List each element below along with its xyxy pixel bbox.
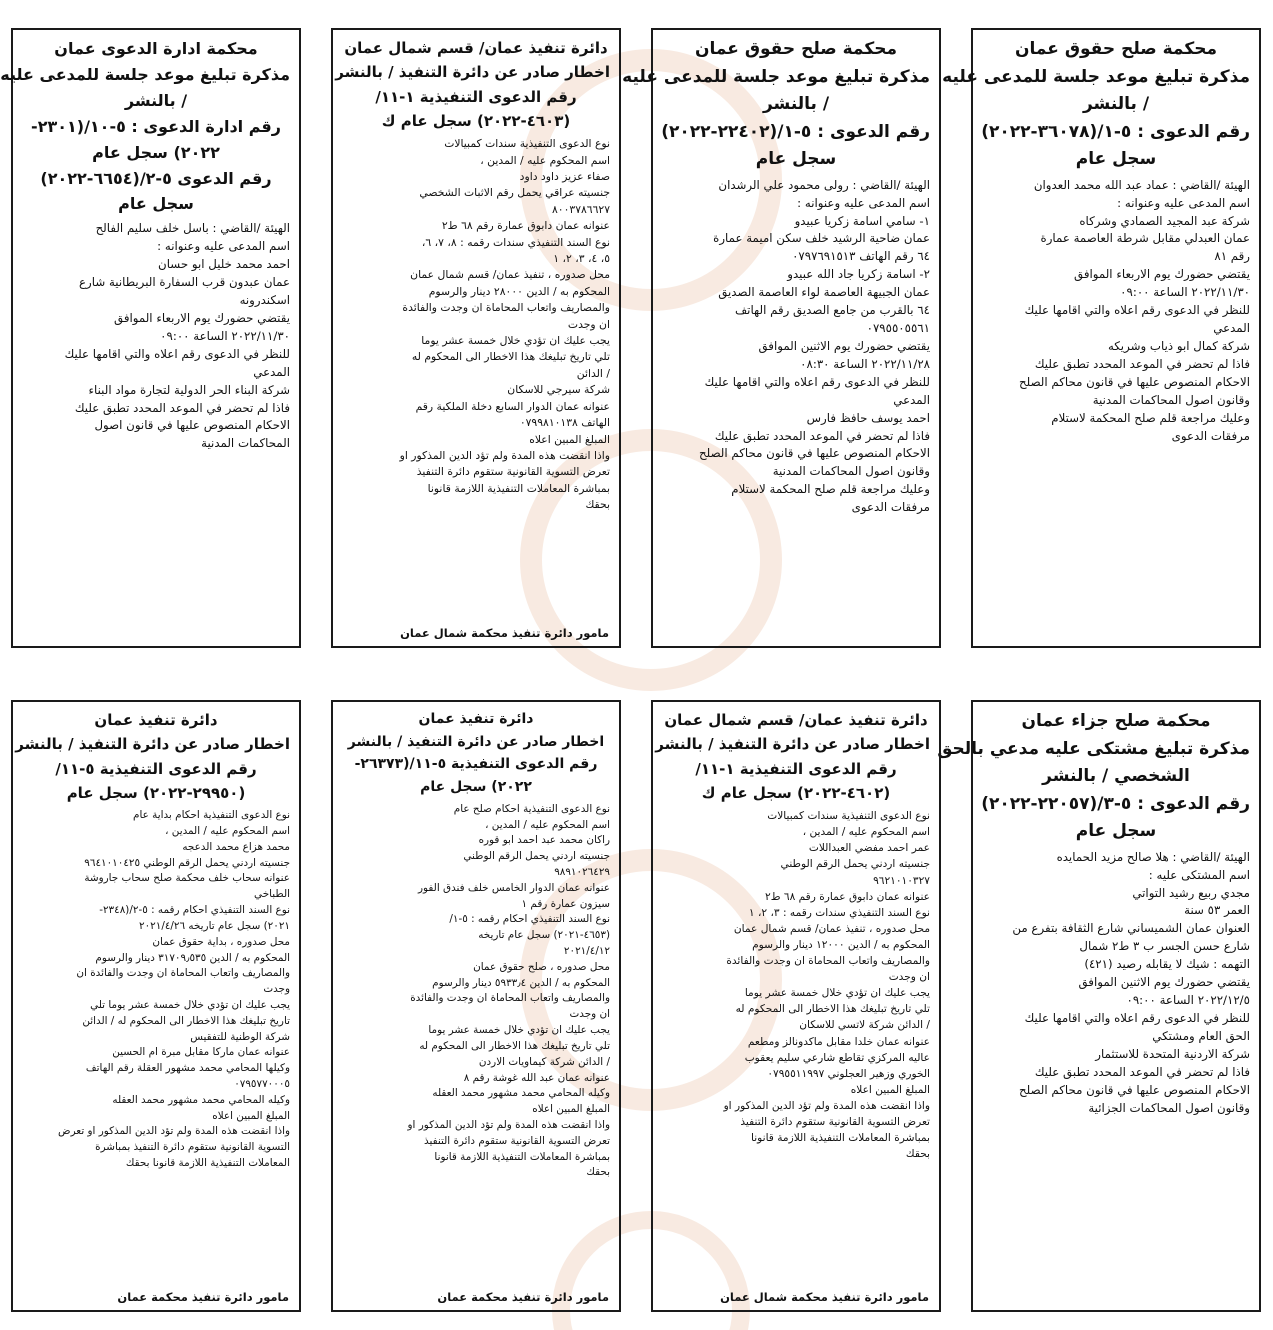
- body-line: بمباشرة المعاملات التنفيذية اللازمة قانونا: [750, 1132, 930, 1145]
- header-line: رقم الدعوى التنفيذية ٥-١١/: [55, 759, 257, 778]
- notice-header: [655, 708, 930, 805]
- body-line: عمان عبدون قرب السفارة البريطانية شارع: [79, 275, 290, 290]
- body-line: الاحكام المنصوص عليها في قانون اصول: [94, 418, 290, 433]
- header-line: سجل عام: [118, 194, 194, 214]
- body-line: واذا انقضت هذه المدة ولم تؤد الدين المذكور او تعرض: [58, 1125, 290, 1138]
- body-line: اسم المحكوم عليه / المدين ،: [165, 825, 290, 837]
- header-line: اخطار صادر عن دائرة التنفيذ / بالنشر: [347, 733, 605, 750]
- header-line: محكمة ادارة الدعوى عمان: [54, 39, 258, 58]
- body-line: شركة عبد المجيد الصمادي وشركاه: [1079, 213, 1250, 228]
- header-line: رقم الدعوى : ٥-٣/(٢٢٠٥٧-٢٠٢٢): [981, 793, 1250, 814]
- header-line: رقم الدعوى : ٥-١/(٣٦٠٧٨-٢٠٢٢): [981, 121, 1250, 142]
- body-line: شركة البناء الحر الدولية لتجارة مواد البناء: [88, 382, 290, 397]
- header-line: / بالنشر: [762, 94, 830, 115]
- body-line: اسم المحكوم عليه / المدين ،: [485, 818, 610, 831]
- notice-n3: [331, 28, 621, 648]
- body-line: بحقك: [585, 498, 610, 512]
- body-line: اسم المدعى عليه وعنوانه :: [797, 195, 930, 210]
- body-line: سيزون عمارة رقم ١: [521, 897, 610, 910]
- body-line: الهيئة /القاضي : عماد عبد الله محمد العدوان: [1033, 177, 1250, 192]
- body-line: شركة كمال ابو ذياب وشريكه: [1107, 338, 1250, 353]
- notice-n5: [937, 700, 1261, 1312]
- header-line: دائرة تنفيذ عمان: [94, 711, 218, 729]
- body-line: فاذا لم تحضر في الموعد المحدد تطبق عليك: [1034, 1064, 1250, 1079]
- notice-header: [15, 708, 290, 805]
- header-line: ٢٠٢٢) سجل عام: [420, 779, 532, 796]
- body-line: شركة الوطنية للتفقيس: [190, 1030, 290, 1043]
- body-line: المبلغ المبين اعلاه: [850, 1083, 930, 1096]
- body-line: وكيلها المحامي محمد مشهور العقلة رقم الهاتف: [85, 1062, 290, 1075]
- body-line: الحق العام ومشتكي: [1152, 1028, 1250, 1043]
- body-line: ٠٧٩٥٥٠٥٥٦١: [866, 321, 930, 336]
- body-line: والمصاريف واتعاب المحاماة ان وجدت والفائدة ان: [76, 967, 290, 980]
- header-line: رقم الدعوى التنفيذية ١-١١/: [375, 87, 577, 106]
- body-line: ٨٠٠٣٧٨٦٦٢٧: [552, 202, 610, 216]
- notice-body: [662, 177, 930, 518]
- body-line: يجب عليك ان تؤدي خلال خمسة عشر يوما: [421, 334, 610, 348]
- body-line: تعرض التسوية القانونية ستقوم دائرة التنفيذ: [416, 465, 610, 479]
- body-line: ٢٠٢١/٤/١٢: [563, 945, 610, 957]
- body-line: عمان العبدلي مقابل شرطة العاصمة عمارة: [1040, 231, 1250, 246]
- body-line: والمصاريف واتعاب المحاماة ان وجدت والفائدة: [726, 955, 930, 968]
- body-line: المحكوم به / الدين ٢٨٠٠٠ دينار والرسوم: [428, 284, 610, 298]
- body-line: المبلغ المبين اعلاه: [529, 432, 610, 446]
- body-line: تعرض التسوية القانونية ستقوم دائرة التنفيذ: [424, 1134, 610, 1147]
- body-line: بحقك: [905, 1148, 930, 1161]
- body-line: عنوانه عمان عبد الله غوشة رقم ٨: [463, 1071, 610, 1084]
- header-line: مذكرة تبليغ موعد جلسة للمدعى عليه: [622, 66, 930, 87]
- body-line: نوع الدعوى التنفيذية سندات كمبيالات: [767, 810, 930, 823]
- notice-header: [937, 708, 1250, 846]
- body-line: ٦٤ بالقرب من جامع الصديق رقم الهاتف: [734, 303, 930, 318]
- body-line: شركة الاردنية المتحدة للاستثمار: [1095, 1046, 1250, 1061]
- body-line: ان وجدت: [567, 317, 610, 331]
- body-line: عمر احمد مفضي العبداللات: [808, 842, 930, 855]
- notice-header: [622, 36, 930, 174]
- body-line: للنظر في الدعوى رقم اعلاه والتي اقامها عليك: [704, 374, 930, 389]
- body-line: فاذا لم تحضر في الموعد المحدد تطبق عليك: [714, 428, 930, 443]
- body-line: عنوانه عمان خلدا مقابل ماكدونالز ومطعم: [747, 1035, 930, 1048]
- body-line: شارع حسن الجسر ب ٣ ط٢ شمال: [1079, 939, 1250, 954]
- notice-footer: مامور دائرة تنفيذ محكمة شمال عمان: [400, 626, 609, 640]
- notice-body: [22, 808, 290, 1172]
- body-line: ٢- اسامة زكريا جاد الله عبيدو: [787, 267, 930, 282]
- body-line: يجب عليك ان تؤدي خلال خمسة عشر يوما: [428, 1024, 610, 1037]
- body-line: واذا انقضت هذه المدة ولم تؤد الدين المذكور او: [723, 1099, 930, 1112]
- body-line: عنوانه سحاب خلف محكمة صلح سحاب جاروشة: [84, 872, 290, 885]
- header-line: الشخصي / بالنشر: [1042, 766, 1190, 787]
- notice-n1: [942, 28, 1261, 648]
- notice-n2: [622, 28, 941, 648]
- body-line: ٩٦٢١٠١٠٣٢٧: [873, 874, 930, 887]
- body-line: بمباشرة المعاملات التنفيذية اللازمة قانونا: [427, 481, 610, 495]
- body-line: ٢٠٢٢/١١/٣٠ الساعة ٠٩:٠٠: [1120, 285, 1250, 300]
- body-line: ٥، ٤، ٣، ٢، ١: [553, 252, 610, 266]
- body-line: بمباشرة المعاملات التنفيذية اللازمة قانونا: [434, 1150, 610, 1163]
- body-line: يقتضي حضورك يوم الاثنين الموافق: [1078, 975, 1250, 990]
- body-line: وكيله المحامي محمد مشهور محمد العقله: [112, 1093, 290, 1106]
- body-line: احمد محمد خليل ابو حسان: [158, 257, 290, 272]
- body-line: رقم ٨١: [1214, 249, 1250, 264]
- body-line: المدعي: [893, 392, 930, 407]
- header-line: ٢٠٢٢) سجل عام: [92, 142, 220, 162]
- body-line: / الدائن: [576, 366, 610, 380]
- body-line: اسم المحكوم عليه / المدين ،: [802, 826, 930, 839]
- body-line: يقتضي حضورك يوم الاثنين الموافق: [758, 338, 930, 353]
- body-line: فاذا لم تحضر في الموعد المحدد تطبق عليك: [74, 400, 290, 415]
- body-line: محل صدوره ، بداية حقوق عمان: [152, 935, 290, 948]
- header-line: مذكرة تبليغ موعد جلسة للمدعى عليه: [942, 66, 1250, 87]
- body-line: التسوية القانونية ستقوم دائرة التنفيذ بمباشرة: [95, 1141, 290, 1154]
- notice-body: [982, 849, 1250, 1118]
- header-line: دائرة تنفيذ عمان/ قسم شمال عمان: [664, 711, 928, 729]
- body-line: ٩٨٩١٠٢٦٤٢٩: [554, 865, 610, 878]
- body-line: عاليه المركزي تقاطع شارعي سليم يعقوب: [744, 1051, 930, 1064]
- body-line: ان وجدت: [569, 1008, 610, 1021]
- header-line: (٢٩٩٥٠-٢٠٢٢) سجل عام: [66, 783, 246, 802]
- body-line: وكيله المحامي محمد مشهور محمد العقله: [432, 1087, 610, 1100]
- body-line: وقانون اصول المحاكمات المدنية: [1092, 392, 1250, 407]
- body-line: الهيئة /القاضي : رولى محمود علي الرشدان: [718, 177, 930, 192]
- header-line: رقم الدعوى : ٥-١/(٢٢٤٠٢-٢٠٢٢): [661, 121, 930, 142]
- body-line: يجب عليك ان تؤدي خلال خمسة عشر يوما: [744, 987, 930, 1000]
- body-line: المبلغ المبين اعلاه: [212, 1109, 290, 1122]
- notice-header: [342, 708, 610, 799]
- body-line: ٠٧٩٥٧٧٠٠٠٥: [234, 1078, 290, 1090]
- body-line: عنوانه عمان الدوار السابع دخلة الملكية رقم: [415, 399, 610, 413]
- body-line: وقانون اصول المحاكمات الجزائية: [1088, 1100, 1250, 1115]
- body-line: ٢٠٢١) سجل عام تاريخه ٢٠٢١/٤/٢٦: [139, 919, 290, 932]
- header-line: محكمة صلح حقوق عمان: [695, 39, 897, 59]
- body-line: محل صدوره ، تنفيذ عمان/ قسم شمال عمان: [410, 268, 610, 282]
- body-line: التهمه : شيك لا يقابله رصيد (٤٢١): [1084, 957, 1250, 972]
- body-line: الاحكام المنصوص عليها في قانون محاكم الصلح: [699, 446, 930, 461]
- header-line: (٤٦٠٣-٢٠٢٢) سجل عام ك: [381, 111, 571, 130]
- body-line: عنوانه عمان دابوق عمارة رقم ٦٨ ط٢: [765, 890, 930, 903]
- notice-footer: مامور دائرة تنفيذ محكمة شمال عمان: [720, 1290, 929, 1304]
- body-line: تعرض التسوية القانونية ستقوم دائرة التنفيذ: [740, 1115, 930, 1128]
- body-line: مرفقات الدعوى: [1171, 428, 1250, 443]
- body-line: ٦٤ رقم الهاتف ٠٧٩٧٦٩١٥١٣: [792, 249, 930, 264]
- body-line: / الدائن شركة كيماويات الاردن: [478, 1055, 610, 1068]
- header-line: مذكرة تبليغ موعد جلسة للمدعى عليه: [0, 64, 290, 84]
- notice-n8: [11, 700, 301, 1312]
- body-line: تاريخ تبليغك هذا الاخطار الى المحكوم له / الدائن: [82, 1014, 290, 1027]
- body-line: للنظر في الدعوى رقم اعلاه والتي اقامها عليك: [1024, 1010, 1250, 1025]
- body-line: صفاء عزيز داود داود: [519, 170, 610, 183]
- notice-header: [942, 36, 1250, 174]
- body-line: عنوانه عمان دابوق عمارة رقم ٦٨ ط٢: [441, 219, 610, 233]
- body-line: (٤٦٥٣-٢٠٢١) سجل عام تاريخه: [478, 929, 610, 942]
- body-line: محل صدوره ، تنفيذ عمان/ قسم شمال عمان: [733, 922, 930, 935]
- notice-n6: [651, 700, 941, 1312]
- body-line: ان وجدت: [888, 971, 930, 984]
- header-line: / بالنشر: [1082, 94, 1150, 115]
- body-line: اسم المشتكى عليه :: [1148, 867, 1250, 882]
- header-line: سجل عام: [755, 149, 837, 170]
- header-line: اخطار صادر عن دائرة التنفيذ / بالنشر: [655, 735, 930, 754]
- body-line: محمد هزاع محمد الدعجه: [182, 840, 290, 853]
- notice-header: [0, 36, 290, 217]
- body-line: ٢٠٢٢/١١/٢٨ الساعة ٠٨:٣٠: [800, 356, 930, 371]
- body-line: يقتضي حضورك يوم الاربعاء الموافق: [1074, 267, 1250, 282]
- notice-n7: [331, 700, 621, 1312]
- body-line: نوع السند التنفيذي احكام رقمه : ٥-٢/(٢٣٤٨-: [99, 904, 290, 917]
- body-line: للنظر في الدعوى رقم اعلاه والتي اقامها عليك: [1024, 303, 1250, 318]
- body-line: الطباخي: [254, 888, 290, 901]
- body-line: العنوان عمان الشميساني شارع الثقافة بتفرع من: [1012, 921, 1250, 936]
- body-line: عنوانه عمان الدوار الخامس خلف فندق الفور: [418, 881, 610, 894]
- body-line: ٢٠٢٢/١٢/٥ الساعة ٠٩:٠٠: [1126, 993, 1250, 1008]
- header-line: رقم ادارة الدعوى : ٥-١٠/(٢٣٠١-: [31, 116, 281, 136]
- body-line: وعليك مراجعة قلم صلح المحكمة لاستلام: [731, 482, 930, 497]
- notice-body: [22, 220, 290, 453]
- header-line: مذكرة تبليغ مشتكى عليه مدعي بالحق: [937, 738, 1250, 759]
- body-line: يقتضي حضورك يوم الاربعاء الموافق: [114, 310, 290, 325]
- body-line: عمان الجبيهة العاصمة لواء العاصمة الصديق: [718, 285, 930, 300]
- body-line: محل صدوره ، صلح حقوق عمان: [473, 960, 610, 973]
- body-line: فاذا لم تحضر في الموعد المحدد تطبق عليك: [1034, 356, 1250, 371]
- body-line: عمان ضاحية الرشيد خلف سكن اميمة عمارة: [713, 231, 930, 246]
- body-line: نوع الدعوى التنفيذية احكام بداية عام: [133, 809, 290, 822]
- body-line: عنوانه عمان ماركا مقابل مبرة ام الحسين: [112, 1046, 290, 1059]
- notice-footer: مامور دائرة تنفيذ محكمة عمان: [117, 1290, 289, 1304]
- body-line: الهيئة /القاضي : باسل خلف سليم الفالح: [95, 221, 290, 236]
- notice-header: [335, 36, 610, 133]
- body-line: مجدي ربيع رشيد التواتي: [1132, 885, 1250, 900]
- body-line: وقانون اصول المحاكمات المدنية: [772, 464, 930, 479]
- body-line: تلي تاريخ تبليغك هذا الاخطار الى المحكوم له: [419, 1039, 610, 1052]
- header-line: / بالنشر: [124, 90, 188, 110]
- body-line: يجب عليك ان تؤدي خلال خمسة عشر يوما تلي: [90, 998, 290, 1011]
- body-line: المبلغ المبين اعلاه: [532, 1103, 610, 1116]
- body-line: اسم المحكوم عليه / المدين ،: [480, 153, 610, 167]
- body-line: احمد يوسف حافظ فارس: [806, 410, 930, 425]
- body-line: واذا انقضت هذه المدة ولم تؤد الدين المذكور او: [407, 1118, 610, 1131]
- header-line: دائرة تنفيذ عمان: [418, 711, 534, 727]
- body-line: المحاكمات المدنية: [201, 436, 290, 451]
- body-line: ١- سامي اسامة زكريا عبيدو: [794, 213, 930, 228]
- header-line: سجل عام: [1075, 821, 1157, 842]
- body-line: جنسيته اردني يحمل الرقم الوطني ٩٦٤١٠١٠٤٢٥: [84, 856, 290, 869]
- body-line: نوع الدعوى التنفيذية سندات كمبيالات: [444, 137, 610, 151]
- body-line: الاحكام المنصوص عليها في قانون محاكم الصلح: [1019, 1082, 1250, 1097]
- notice-footer: مامور دائرة تنفيذ محكمة عمان: [437, 1290, 609, 1304]
- header-line: رقم الدعوى التنفيذية ٥-١١/(٢٦٣٧٣-: [354, 756, 598, 773]
- body-line: جنسيته عراقي يحمل رقم الاثبات الشخصي: [419, 186, 610, 200]
- body-line: والمصاريف واتعاب المحاماة ان وجدت والفائدة: [410, 992, 610, 1005]
- body-line: المدعي: [253, 364, 290, 379]
- notice-body: [982, 177, 1250, 446]
- body-line: نوع الدعوى التنفيذية احكام صلح عام: [453, 802, 610, 815]
- body-line: تلي تاريخ تبليغك هذا الاخطار الى المحكوم له: [411, 350, 610, 364]
- body-line: اسكندرونه: [239, 293, 290, 308]
- body-line: اسم المدعى عليه وعنوانه :: [157, 239, 290, 254]
- body-line: نوع السند التنفيذي سندات رقمه : ٣، ٢، ١: [748, 906, 930, 919]
- body-line: المدعي: [1213, 321, 1250, 336]
- header-line: سجل عام: [1075, 149, 1157, 170]
- body-line: تلي تاريخ تبليغك هذا الاخطار الى المحكوم له: [735, 1003, 930, 1016]
- body-line: جنسيته اردني يحمل الرقم الوطني: [780, 858, 930, 871]
- body-line: / الدائن شركة لاتسي للاسكان: [799, 1019, 930, 1032]
- body-line: الهاتف ٠٧٩٩٨١٠١٣٨: [519, 416, 610, 430]
- notice-n4: [0, 28, 301, 648]
- body-line: الخوري وزهير العجلوني ٠٧٩٥٥١١٩٩٧: [767, 1067, 930, 1080]
- body-line: والمصاريف واتعاب المحاماة ان وجدت والفائدة: [402, 301, 610, 315]
- body-line: نوع السند التنفيذي احكام رقمه : ٥-١/: [449, 913, 610, 926]
- body-line: راكان محمد عبد احمد ابو قوره: [478, 834, 610, 847]
- header-line: محكمة صلح حقوق عمان: [1015, 39, 1217, 59]
- header-line: (٤٦٠٢-٢٠٢٢) سجل عام ك: [701, 783, 891, 802]
- header-line: اخطار صادر عن دائرة التنفيذ / بالنشر: [15, 735, 290, 754]
- notice-body: [342, 802, 610, 1182]
- body-line: نوع السند التنفيذي سندات رقمه : ٨، ٧، ٦،: [421, 235, 610, 249]
- header-line: محكمة صلح جزاء عمان: [1021, 711, 1211, 731]
- body-line: الاحكام المنصوص عليها في قانون محاكم الصلح: [1019, 374, 1250, 389]
- body-line: المعاملات التنفيذية اللازمة قانونا بحقك: [125, 1157, 290, 1170]
- header-line: رقم الدعوى ٥-٢/(٦٦٥٤-٢٠٢٢): [40, 168, 272, 188]
- notice-body: [342, 136, 610, 513]
- body-line: المحكوم به / الدين ٥٩٣٣٫٤ دينار والرسوم: [432, 976, 610, 989]
- body-line: جنسيته اردني يحمل الرقم الوطني: [463, 850, 610, 863]
- body-line: العمر ٥٣ سنة: [1184, 903, 1250, 918]
- body-line: مرفقات الدعوى: [851, 500, 930, 515]
- body-line: وجدت: [263, 983, 290, 996]
- body-line: ٢٠٢٢/١١/٣٠ الساعة ٠٩:٠٠: [160, 328, 290, 343]
- body-line: المحكوم به / الدين ١٢٠٠٠ دينار والرسوم: [752, 938, 930, 951]
- body-line: اسم المدعى عليه وعنوانه :: [1117, 195, 1250, 210]
- header-line: اخطار صادر عن دائرة التنفيذ / بالنشر: [335, 63, 610, 82]
- body-line: المحكوم به / الدين ٣١٧٠٩٫٥٣٥ دينار والرسوم: [95, 951, 290, 964]
- body-line: شركة سيرجي للاسكان: [507, 383, 610, 397]
- body-line: وعليك مراجعة قلم صلح المحكمة لاستلام: [1051, 410, 1250, 425]
- notice-body: [662, 808, 930, 1162]
- body-line: واذا انقضت هذه المدة ولم تؤد الدين المذكور او: [399, 448, 610, 462]
- header-line: رقم الدعوى التنفيذية ١-١١/: [695, 759, 897, 778]
- body-line: بحقك: [586, 1166, 610, 1179]
- header-line: دائرة تنفيذ عمان/ قسم شمال عمان: [344, 39, 608, 57]
- body-line: للنظر في الدعوى رقم اعلاه والتي اقامها عليك: [64, 346, 290, 361]
- body-line: الهيئة /القاضي : هلا صالح مزيد الحمايده: [1056, 849, 1250, 864]
